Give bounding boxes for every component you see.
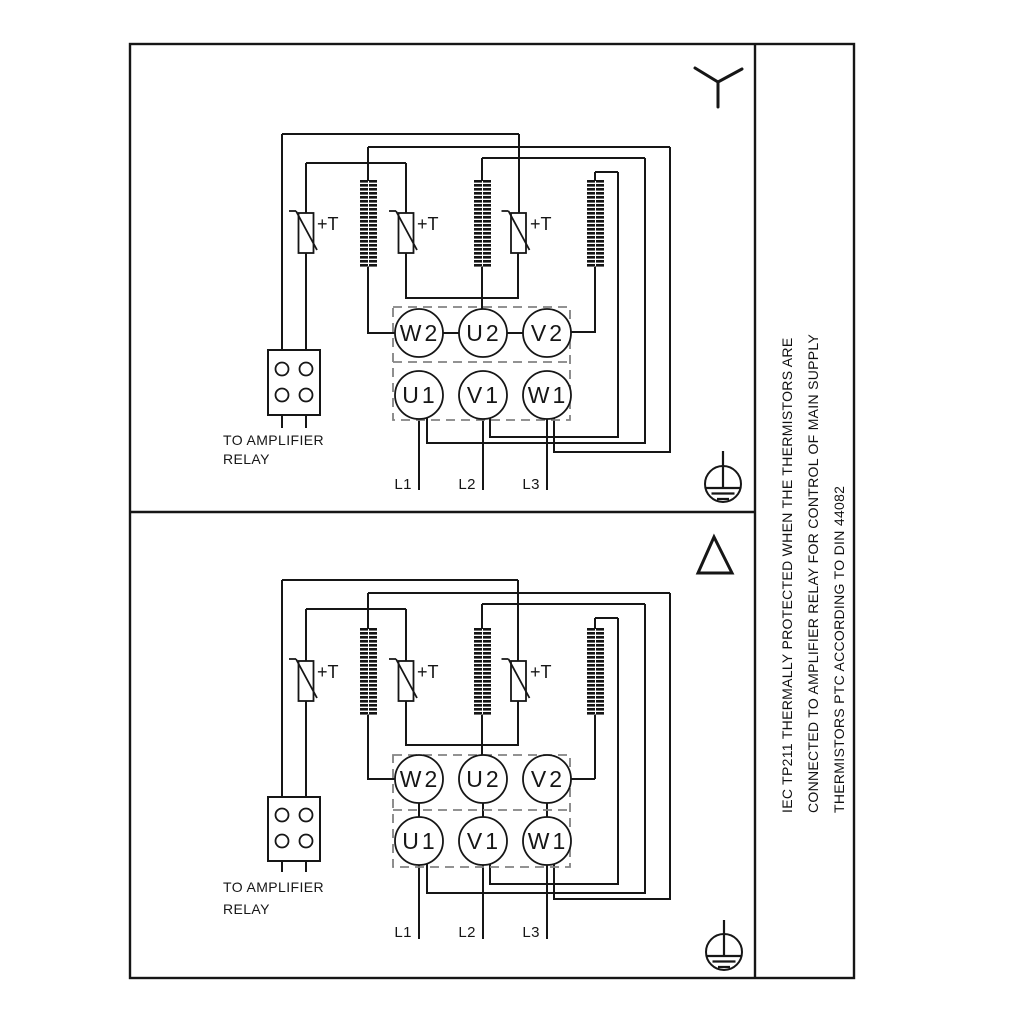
supply-line-label-l2: L2: [458, 924, 476, 941]
terminal-label-w2: W2: [399, 320, 441, 346]
relay-caption-line-1: TO AMPLIFIER: [223, 879, 325, 895]
terminal-label-v2: V2: [530, 766, 566, 792]
relay-box: [268, 350, 320, 415]
thermistor-label: +T: [317, 214, 339, 234]
side-note-line-2: CONNECTED TO AMPLIFIER RELAY FOR CONTROL OF MAIN SUPPLY: [805, 333, 821, 813]
relay-terminal: [300, 809, 313, 822]
relay-terminal: [276, 809, 289, 822]
relay-terminal: [300, 389, 313, 402]
motor-windings: [360, 628, 604, 715]
terminal-label-u2: U2: [466, 320, 502, 346]
thermistors: [289, 211, 552, 253]
terminal-label-w2: W2: [399, 766, 441, 792]
relay-terminal: [276, 835, 289, 848]
relay-box: [268, 797, 320, 861]
thermistor-label: +T: [530, 214, 552, 234]
amplifier-relay-terminal-block: [268, 350, 320, 415]
delta-connection-icon: [698, 537, 732, 573]
terminal-label-w1: W1: [527, 382, 569, 408]
supply-line-label-l1: L1: [394, 924, 412, 941]
thermistor-label: +T: [417, 662, 439, 682]
side-note-line-1: IEC TP211 THERMALLY PROTECTED WHEN THE THERMISTORS ARE: [779, 337, 795, 813]
relay-terminal: [300, 835, 313, 848]
relay-terminal: [276, 389, 289, 402]
thermistors: [289, 659, 552, 701]
thermistor-label: +T: [317, 662, 339, 682]
relay-caption-line-1: TO AMPLIFIER: [223, 432, 325, 448]
terminal-label-w1: W1: [527, 828, 569, 854]
side-note-line-3: THERMISTORS PTC ACCORDING TO DIN 44082: [831, 485, 847, 813]
terminal-label-v1: V1: [466, 828, 502, 854]
thermistor-label: +T: [417, 214, 439, 234]
star-connection-icon: [695, 68, 742, 107]
motor-windings: [360, 180, 604, 267]
relay-terminal: [276, 363, 289, 376]
supply-line-label-l2: L2: [458, 476, 476, 493]
earth-icon: [705, 451, 741, 502]
side-note: [774, 333, 852, 813]
star-panel: [223, 68, 742, 502]
terminal-label-u2: U2: [466, 766, 502, 792]
thermistor-label: +T: [530, 662, 552, 682]
relay-caption-line-2: RELAY: [223, 451, 270, 467]
supply-line-label-l1: L1: [394, 476, 412, 493]
terminal-label-u1: U1: [402, 828, 438, 854]
terminal-label-v1: V1: [466, 382, 502, 408]
relay-terminal: [300, 363, 313, 376]
terminal-label-v2: V2: [530, 320, 566, 346]
relay-caption-line-2: RELAY: [223, 901, 270, 917]
amplifier-relay-terminal-block: [268, 797, 320, 861]
earth-icon: [706, 920, 742, 970]
terminal-board: [393, 307, 571, 420]
terminal-label-u1: U1: [402, 382, 438, 408]
supply-line-label-l3: L3: [522, 476, 540, 493]
delta-panel: [223, 537, 742, 970]
supply-line-label-l3: L3: [522, 924, 540, 941]
